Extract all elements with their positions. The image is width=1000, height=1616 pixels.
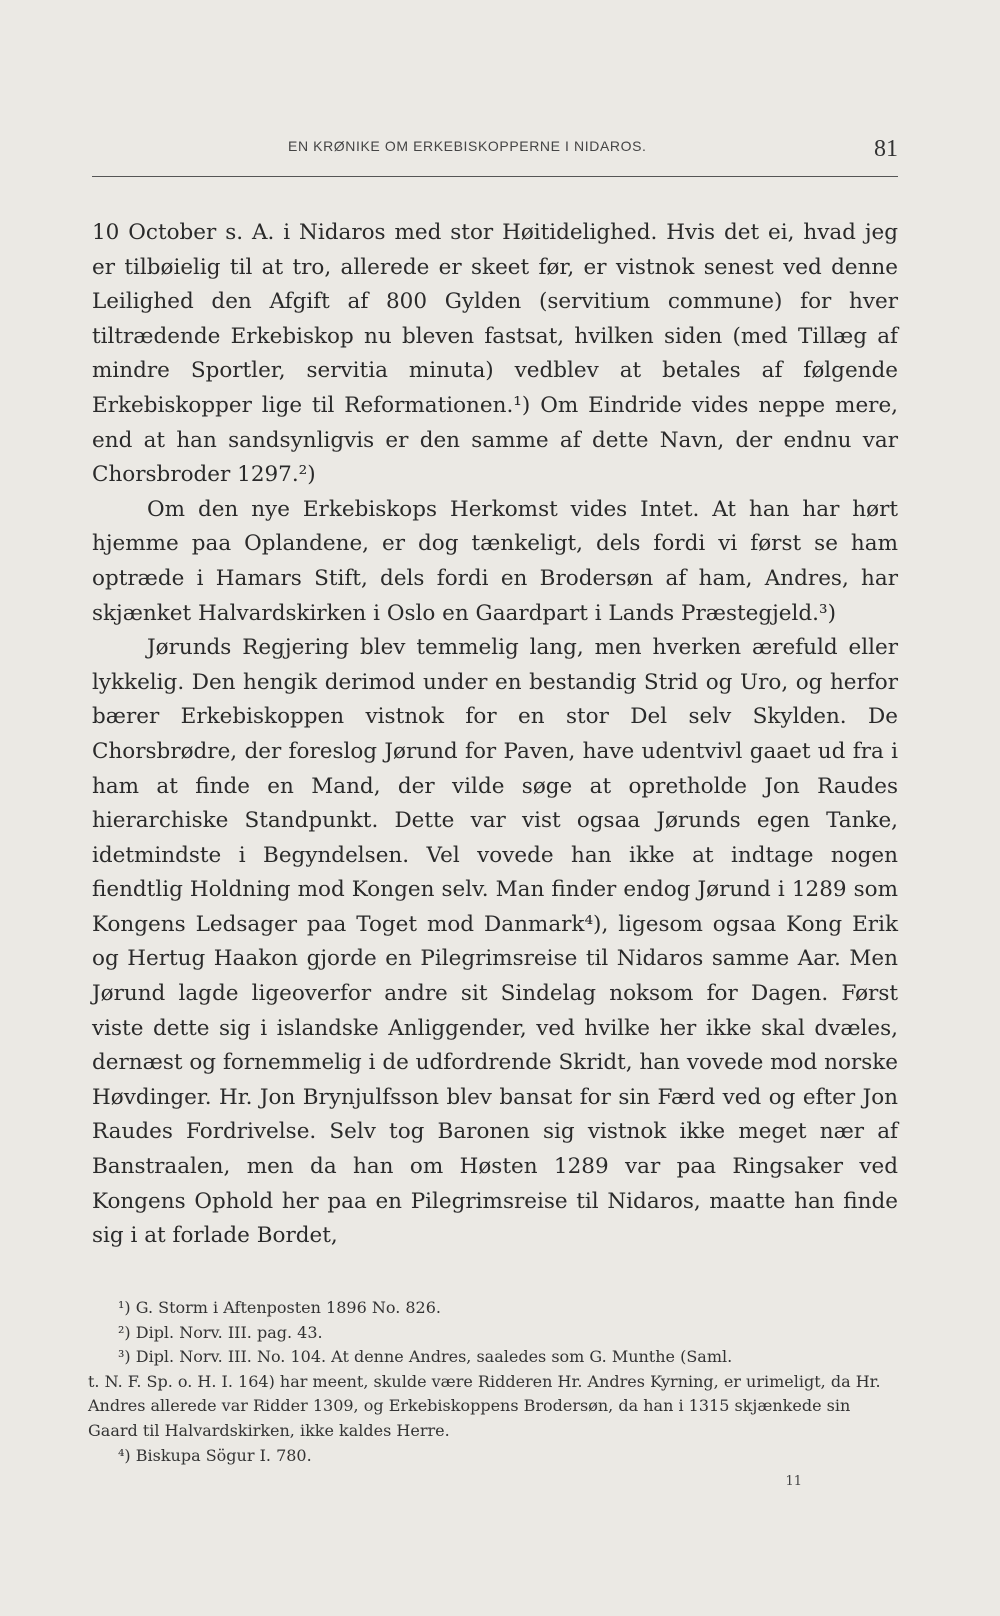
running-title: EN KRØNIKE OM ERKEBISKOPPERNE I NIDAROS. — [288, 138, 647, 154]
footnote-continuation: t. N. F. Sp. o. H. I. 164) har meent, skulde være Ridderen Hr. Andres Kyrning, er urimeligt, da Hr. Andres allerede var Ridder 1309, og Erkebiskoppens Brodersøn, da han i 1315 skjænkede sin Gaard til Halvardskirken, ikke kaldes Herre. — [88, 1371, 881, 1440]
page-number: 81 — [874, 136, 898, 162]
footnote: ¹) G. Storm i Aftenposten 1896 No. 826. — [118, 1298, 441, 1317]
footnote: ³) Dipl. Norv. III. No. 104. At denne Andres, saaledes som G. Munthe (Saml. — [118, 1347, 733, 1367]
footnote: ²) Dipl. Norv. III. pag. 43. — [118, 1322, 323, 1342]
signature-mark: 11 — [785, 1474, 802, 1489]
footnotes — [88, 1296, 898, 1468]
paragraph: 10 October s. A. i Nidaros med stor Høitidelighed. Hvis det ei, hvad jeg er tilbøielig til at tro, allerede er skeet før, er vistnok senest ved denne Leilighed den Afgift af 800 Gylden (servitium commune) for hver tiltrædende Erkebiskop nu bleven fastsat, hvilken siden (med Tillæg af mindre Sportler, servitia minuta) vedblev at betales af følgende Erkebiskopper lige til Reformationen.¹) Om Eindride vides neppe mere, end at han sandsynligvis er den samme af dette Navn, der endnu var Chorsbroder 1297.²) — [92, 220, 898, 488]
paragraph: Jørunds Regjering blev temmelig lang, men hverken ærefuld eller lykkelig. Den hengik derimod under en bestandig Strid og Uro, og herfor bærer Erkebiskoppen vistnok for en stor Del selv Skylden. De Chorsbrødre, der foreslog Jørund for Paven, have udentvivl gaaet ud fra i ham at finde en Mand, der vilde søge at opretholde Jon Raudes hierarchiske Standpunkt. Dette var vist ogsaa Jørunds egen Tanke, idetmindste i Begyndelsen. Vel vovede han ikke at indtage nogen fiendtlig Holdning mod Kongen selv. Man finder endog Jørund i 1289 som Kongens Ledsager paa Toget mod Danmark⁴), ligesom ogsaa Kong Erik og Hertug Haakon gjorde en Pilegrimsreise til Nidaros samme Aar. Men Jørund lagde ligeoverfor andre sit Sindelag noksom for Dagen. Først viste dette sig i islandske Anliggender, ved hvilke her ikke skal dvæles, dernæst og fornemmelig i de udfordrende Skridt, han vovede mod norske Høvdinger. Hr. Jon Brynjulfsson blev bansat for sin Færd ved og efter Jon Raudes Fordrivelse. Selv tog Baronen sig vistnok ikke meget nær af Banstraalen, men da han om Høsten 1289 var paa Ringsaker ved Kongens Ophold her paa en Pilegrimsreise til Nidaros, maatte han finde sig i at forlade Bordet, — [92, 635, 898, 1249]
paragraph: Om den nye Erkebiskops Herkomst vides Intet. At han har hørt hjemme paa Oplandene, er dog tænkeligt, dels fordi vi først se ham optræde i Hamars Stift, dels fordi en Brodersøn af ham, Andres, har skjænket Halvardskirken i Oslo en Gaardpart i Lands Præstegjeld.³) — [92, 496, 898, 626]
running-header — [92, 124, 898, 177]
footnote: ⁴) Biskupa Sögur I. 780. — [118, 1445, 312, 1465]
body-text — [92, 216, 898, 1254]
